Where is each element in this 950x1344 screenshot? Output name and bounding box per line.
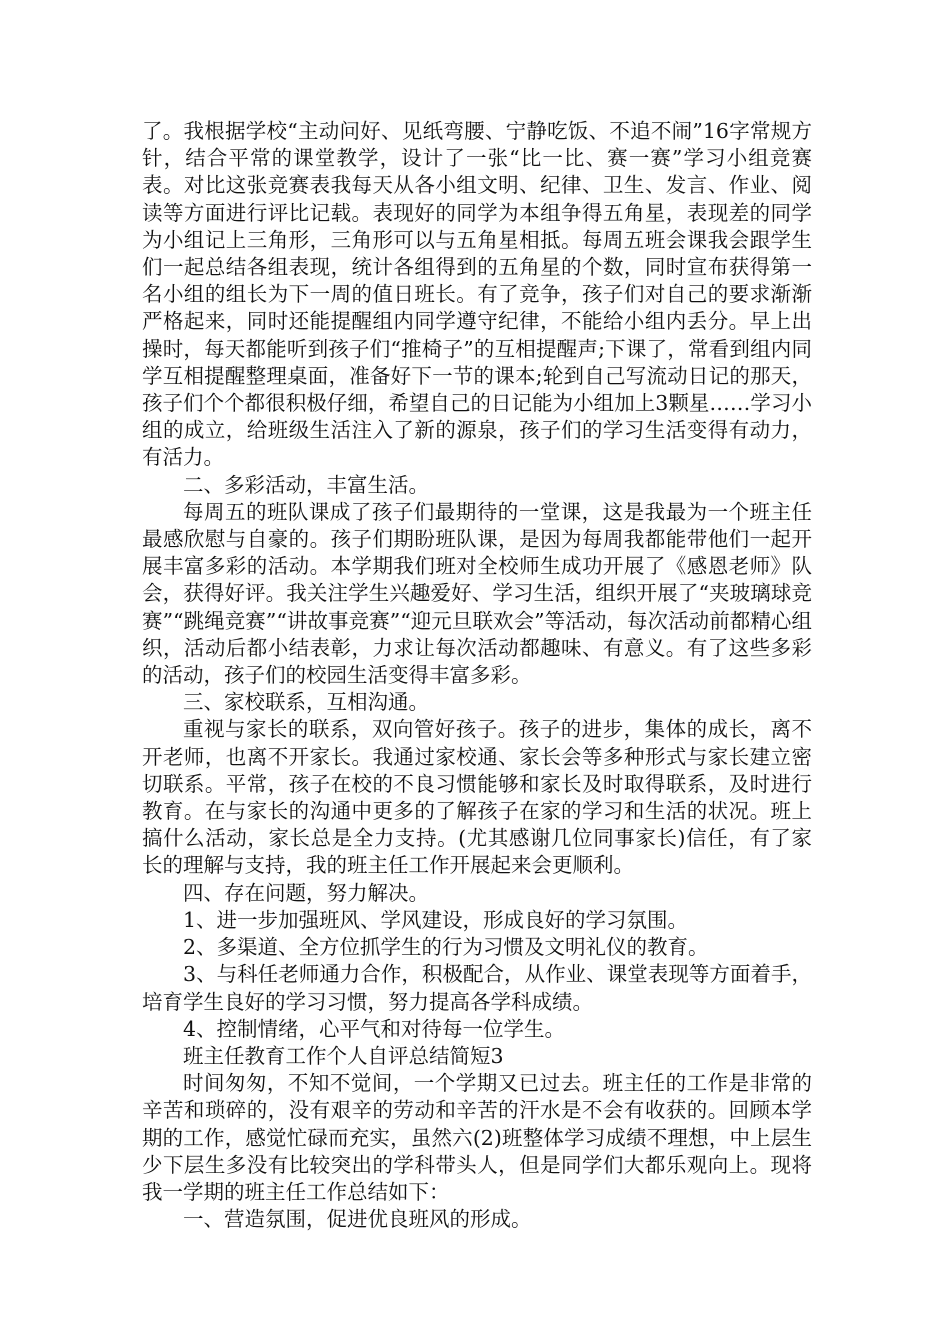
body-paragraph: 每周五的班队课成了孩子们最期待的一堂课，这是我最为一个班主任最感欣慰与自豪的。孩子们期盼班队课，是因为每周我都能带他们一起开展丰富多彩的活动。本学期我们班对全校师生成功开展了《感恩老师》队会，获得好评。我关注学生兴趣爱好、学习生活，组织开展了“夹玻璃球竞赛”“跳绳竞赛”“讲故事竞赛”“迎元旦联欢会”等活动，每次活动前都精心组织，活动后都小结表彰，力求让每次活动都趣味、有意义。有了这些多彩的活动，孩子们的校园生活变得丰富多彩。 <box>142 499 812 688</box>
document-page <box>142 118 812 1233</box>
section-heading: 三、家校联系，互相沟通。 <box>183 690 429 715</box>
list-item: 3、与科任老师通力合作，积极配合，从作业、课堂表现等方面着手，培育学生良好的学习习惯，努力提高各学科成绩。 <box>142 962 812 1014</box>
list-item: 4、控制情绪，心平气和对待每一位学生。 <box>183 1016 566 1041</box>
body-paragraph: 了。我根据学校“主动问好、见纸弯腰、宁静吃饭、不追不闹”16字常规方针，结合平常的课堂教学，设计了一张“比一比、赛一赛”学习小组竞赛表。对比这张竞赛表我每天从各小组文明、纪律、卫生、发言、作业、阅读等方面进行评比记载。表现好的同学为本组争得五角星，表现差的同学为小组记上三角形，三角形可以与五角星相抵。每周五班会课我会跟学生们一起总结各组表现，统计各组得到的五角星的个数，同时宣布获得第一名小组的组长为下一周的值日班长。有了竞争，孩子们对自己的要求渐渐严格起来，同时还能提醒组内同学遵守纪律，不能给小组内丢分。早上出操时，每天都能听到孩子们“推椅子”的互相提醒声;下课了，常看到组内同学互相提醒整理桌面，准备好下一节的课本;轮到自己写流动日记的那天，孩子们个个都很积极仔细，希望自己的日记能为小组加上3颗星……学习小组的成立，给班级生活注入了新的源泉，孩子们的学习生活变得有动力，有活力。 <box>142 119 812 470</box>
section-heading: 四、存在问题，努力解决。 <box>183 880 429 905</box>
list-item: 1、进一步加强班风、学风建设，形成良好的学习氛围。 <box>183 907 689 932</box>
body-paragraph: 时间匆匆，不知不觉间，一个学期又已过去。班主任的工作是非常的辛苦和琐碎的，没有艰辛的劳动和辛苦的汗水是不会有收获的。回顾本学期的工作，感觉忙碌而充实，虽然六(2)班整体学习成绩不理想，中上层生少下层生多没有比较突出的学科带头人，但是同学们大都乐观向上。现将我一学期的班主任工作总结如下： <box>142 1071 812 1204</box>
section-heading: 一、营造氛围，促进优良班风的形成。 <box>183 1207 532 1232</box>
list-item: 2、多渠道、全方位抓学生的行为习惯及文明礼仪的教育。 <box>183 935 709 960</box>
section-heading: 二、多彩活动，丰富生活。 <box>183 472 429 497</box>
body-paragraph: 重视与家长的联系，双向管好孩子。孩子的进步，集体的成长，离不开老师，也离不开家长。我通过家校通、家长会等多种形式与家长建立密切联系。平常，孩子在校的不良习惯能够和家长及时取得联系，及时进行教育。在与家长的沟通中更多的了解孩子在家的学习和生活的状况。班上搞什么活动，家长总是全力支持。(尤其感谢几位同事家长)信任，有了家长的理解与支持，我的班主任工作开展起来会更顺利。 <box>142 717 812 878</box>
article-title: 班主任教育工作个人自评总结简短3 <box>183 1043 504 1068</box>
